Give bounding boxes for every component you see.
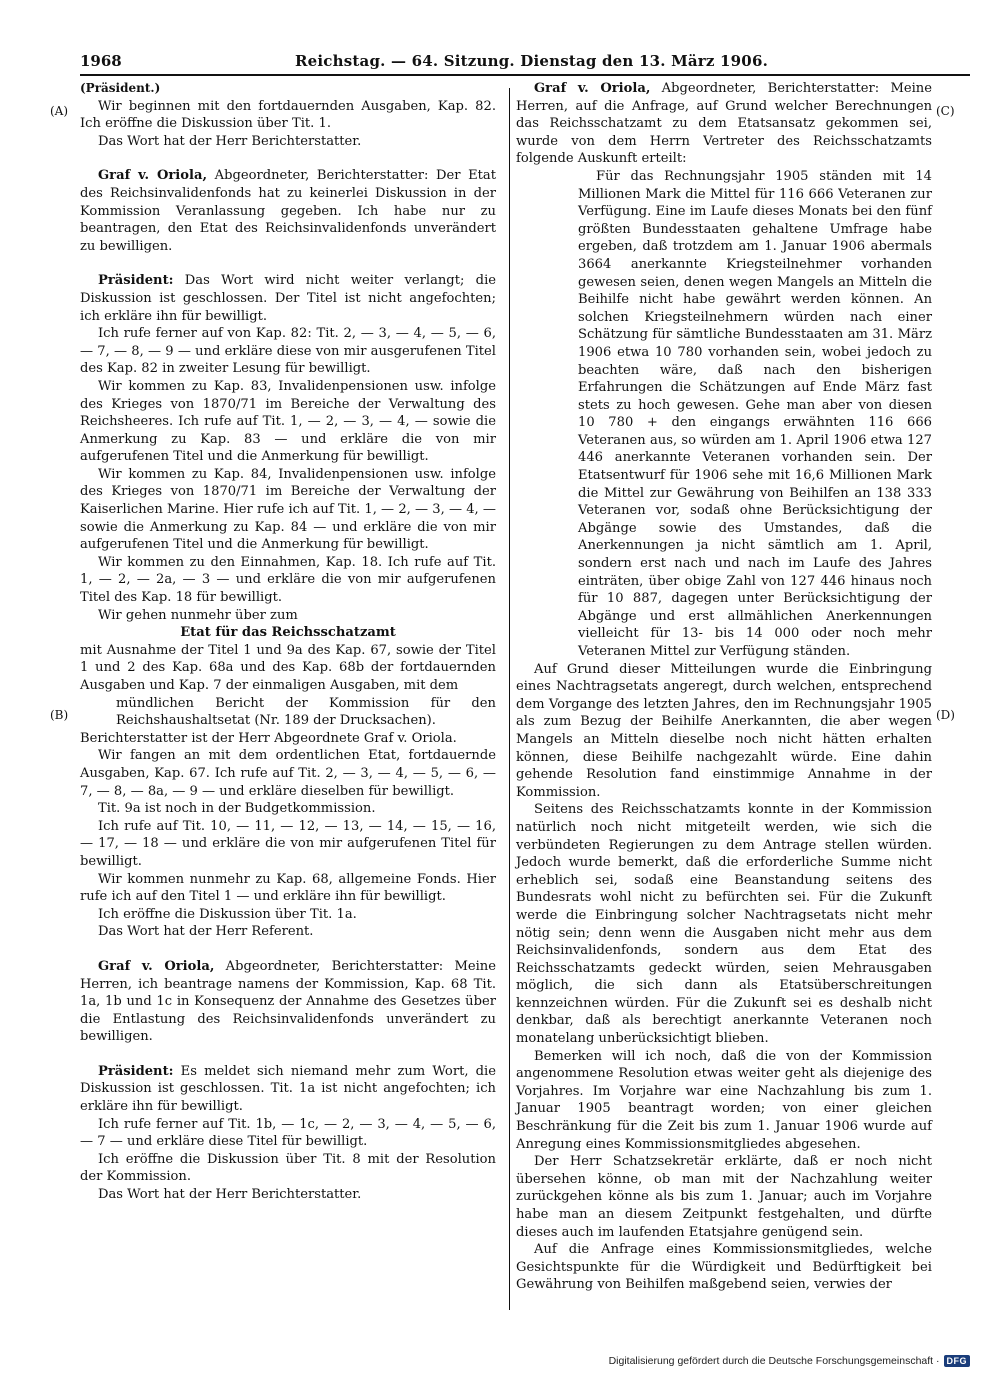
paragraph: mündlichen Bericht der Kommission für den Reichshaushaltsetat (Nr. 189 der Drucksachen). bbox=[116, 695, 496, 729]
paragraph: Der Herr Schatzsekretär erklärte, daß er noch nicht übersehen könne, ob man mit der Nachzahlung weiter zurückgehen könne als bis zum 1. Januar; auch im Vorjahre habe man an diesem Zeitpunkt festgehalten, und dürfte dieses auch im laufenden Etatsjahre genügend sein. bbox=[516, 1154, 932, 1240]
speech-text: Das Wort wird nicht weiter verlangt; die Diskussion ist geschlossen. Der Titel ist nicht angefochten; ich erkläre ihn für bewilligt. bbox=[80, 273, 496, 324]
header-rule bbox=[80, 74, 970, 76]
paragraph: Tit. 9a ist noch in der Budgetkommission. bbox=[98, 801, 376, 817]
paragraph: Das Wort hat der Herr Berichterstatter. bbox=[98, 133, 362, 149]
margin-mark-a: (A) bbox=[50, 104, 69, 118]
section-heading: Etat für das Reichsschatzamt bbox=[180, 625, 396, 641]
paragraph: Berichterstatter ist der Herr Abgeordnete Graf v. Oriola. bbox=[80, 730, 457, 746]
running-title: Reichstag. — 64. Sitzung. Dienstag den 13. März 1906. bbox=[295, 52, 769, 70]
quoted-paragraph: Für das Rechnungsjahr 1905 ständen mit 14 Millionen Mark die Mittel für 116 666 Veteranen zur Verfügung. Eine im Laufe dieses Monats bei den fünf größten Bundesstaaten gehaltene Umfrage habe ergeben, daß trotzdem am 1. Januar 1906 abermals 3664 anerkannte Kriegsteilnehmer vorhanden gewesen seien, denen wegen Mangels an Mitteln die Beihilfe nicht habe gewährt werden können. An solchen Kriegsteilnehmern würden nach einer Schätzung für sämtliche Bundesstaaten am 31. März 1906 etwa 10 780 vorhanden sein, wobei jedoch zu beachten wäre, daß nach den bisherigen Erfahrungen die Schätzungen auf Ende März fast stets zu hoch gewesen. Gehe man aber von diesen 10 780 + den eingangs erwähnten 116 666 Veteranen aus, so würden am 1. April 1906 etwa 127 446 anerkannte Veteranen vorhanden sein. Der Etatsentwurf für 1906 sehe mit 16,6 Millionen Mark die Mittel zur Gewährung von Beihilfen an 138 333 Veteranen vor, sodaß ohne Berücksichtigung der Abgänge sowie des Umstandes, daß die Anerkennungen ja nicht sämtlich am 1. April, sondern erst nach und nach im Laufe des Jahres einträten, über obige Zahl von 127 446 hinaus noch für 10 887, dagegen unter Berücksichtigung der Abgänge und erst allmählichen Anerkennungen vielleicht für 13- bis 14 000 oder noch mehr Veteranen Mittel zur Verfügung ständen. bbox=[578, 168, 932, 659]
speaker-name: Präsident: bbox=[98, 273, 174, 289]
column-divider bbox=[509, 88, 510, 1310]
right-column bbox=[516, 80, 932, 1294]
left-column bbox=[80, 80, 496, 1204]
margin-mark-d: (D) bbox=[936, 708, 955, 722]
margin-mark-b: (B) bbox=[50, 708, 69, 722]
digitization-footer bbox=[609, 1355, 970, 1367]
paragraph: Ich eröffne die Diskussion über Tit. 1a. bbox=[98, 906, 357, 922]
page-number: 1968 bbox=[80, 52, 122, 70]
paragraph: Wir kommen zu den Einnahmen, Kap. 18. Ich rufe auf Tit. 1, — 2, — 2a, — 3 — und erkläre die von mir aufgerufenen Titel des Kap. 18 für bewilligt. bbox=[80, 554, 496, 606]
running-header bbox=[80, 48, 970, 74]
paragraph: Wir kommen nunmehr zu Kap. 68, allgemeine Fonds. Hier rufe ich auf den Titel 1 — und erkläre ihn für bewilligt. bbox=[80, 871, 496, 905]
paragraph: Auf Grund dieser Mitteilungen wurde die Einbringung eines Nachtragsetats angeregt, durch welchen, entsprechend dem Vorgange des letzten Jahres, den im Rechnungsjahr 1905 als zum Bezug der Beihilfe Anerkannten, die aber wegen Mangels an Mitteln dieselbe noch nicht hätten erhalten können, diese Beihilfe nachgezahlt würde. Eine dahin gehende Resolution fand einstimmige Annahme in der Kommission. bbox=[516, 661, 932, 800]
speech-text: Es meldet sich niemand mehr zum Wort, die Diskussion ist geschlossen. Tit. 1a ist nicht angefochten; ich erkläre ihn für bewilligt. bbox=[80, 1063, 496, 1115]
dfg-logo: DFG bbox=[944, 1355, 971, 1367]
speech-text: Abgeordneter, Berichterstatter: Meine Herren, auf die Anfrage, auf Grund welcher Berechnungen das Reichsschatzamt zu dem Etatsansatz gekommen sei, wurde von dem Herrn Vertreter des Reichsschatzamts folgende Auskunft erteilt: bbox=[516, 81, 932, 167]
paragraph: Bemerken will ich noch, daß die von der Kommission angenommene Resolution etwas weiter geht als diejenige des Vorjahres. Im Vorjahre war eine Nachzahlung bis zum 1. Januar 1905 beantragt worden; von einer gleichen Beschränkung für die Zeit bis zum 1. Januar 1906 wurde auf Anregung eines Kommissionsmitgliedes abgesehen. bbox=[516, 1048, 932, 1152]
speech-paragraph bbox=[80, 167, 496, 255]
paragraph: Ich eröffne die Diskussion über Tit. 8 mit der Resolution der Kommission. bbox=[80, 1151, 496, 1185]
speech-text: Abgeordneter, Berichterstatter: Der Etat des Reichsinvalidenfonds hat zu keinerlei Diskussion in der Kommission Veranlassung gegeben. Ich habe nur zu beantragen, den Etat des Reichsinvalidenfonds unverändert zu bewilligen. bbox=[80, 168, 496, 254]
speaker-label: (Präsident.) bbox=[80, 81, 161, 95]
paragraph: Wir fangen an mit dem ordentlichen Etat, fortdauernde Ausgaben, Kap. 67. Ich rufe auf Tit. 2, — 3, — 4, — 5, — 6, — 7, — 8, — 8a, — 9 — und erkläre dieselben für bewilligt. bbox=[80, 748, 496, 799]
paragraph: Ich rufe ferner auf Tit. 1b, — 1c, — 2, — 3, — 4, — 5, — 6, — 7 — und erkläre diese Titel für bewilligt. bbox=[80, 1116, 496, 1150]
paragraph: Wir gehen nunmehr über zum bbox=[98, 607, 298, 623]
paragraph: Das Wort hat der Herr Berichterstatter. bbox=[98, 1187, 362, 1203]
margin-mark-c: (C) bbox=[936, 104, 955, 118]
paragraph: Ich rufe ferner auf von Kap. 82: Tit. 2, — 3, — 4, — 5, — 6, — 7, — 8, — 9 — und erkläre diese von mir ausgerufenen Titel des Kap. 82 in zweiter Lesung für bewilligt. bbox=[80, 326, 496, 377]
speaker-name: Präsident: bbox=[98, 1063, 174, 1079]
speech-text: Abgeordneter, Berichterstatter: Meine Herren, ich beantrage namens der Kommission, Kap. 68 Tit. 1a, 1b und 1c in Konsequenz der Annahme des Gesetzes über die Entlastung des Reichsinvalidenfonds unverändert zu bewilligen. bbox=[80, 958, 496, 1045]
speech-paragraph bbox=[516, 80, 932, 168]
speech-paragraph bbox=[80, 1063, 496, 1116]
speech-paragraph bbox=[80, 272, 496, 325]
speaker-name: Graf v. Oriola, bbox=[98, 168, 208, 184]
paragraph: mit Ausnahme der Titel 1 und 9a des Kap. 67, sowie der Titel 1 und 2 des Kap. 68a und des Kap. 68b der fortdauernden Ausgaben und Kap. 7 der einmaligen Ausgaben, mit dem bbox=[80, 642, 496, 693]
paragraph: Seitens des Reichsschatzamts konnte in der Kommission natürlich noch nicht mitgeteilt werden, wie sich die verbündeten Regierungen zu dem Antrage stellen würden. Jedoch wurde bemerkt, daß die erforderliche Summe nicht erheblich sei, sodaß eine Beanstandung seitens des Bundesrats wohl nicht zu befürchten sei. Für die Zukunft werde die Einbringung solcher Nachtragsetats nicht mehr nötig sein; denn wenn die Ausgaben nicht mehr aus dem Reichsinvalidenfonds, sondern aus dem Etat des Reichsschatzamts gedeckt würden, seien Mehrausgaben möglich, die sich dann als Etatsüberschreitungen kennzeichnen würden. Für die Zukunft sei es deshalb nicht denkbar, daß als berechtigt anerkannte Veteranen noch monatelang unberücksichtigt blieben. bbox=[516, 802, 932, 1047]
paragraph: Wir kommen zu Kap. 84, Invalidenpensionen usw. infolge des Krieges von 1870/71 im Bereiche der Verwaltung der Kaiserlichen Marine. Hier rufe ich auf Tit. 1, — 2, — 3, — 4, — sowie die Anmerkung zu Kap. 84 — und erkläre die von mir aufgerufenen Titel und die Anmerkung für bewilligt. bbox=[80, 466, 496, 553]
paragraph: Auf die Anfrage eines Kommissionsmitgliedes, welche Gesichtspunkte für die Würdigkeit und Bedürftigkeit bei Gewährung von Beihilfen maßgebend seien, verwies der bbox=[516, 1242, 932, 1293]
speaker-name: Graf v. Oriola, bbox=[98, 958, 215, 974]
paragraph: Das Wort hat der Herr Referent. bbox=[98, 924, 314, 940]
paragraph: Wir beginnen mit den fortdauernden Ausgaben, Kap. 82. Ich eröffne die Diskussion über Tit. 1. bbox=[80, 98, 496, 132]
footer-text: Digitalisierung gefördert durch die Deutsche Forschungsgemeinschaft · bbox=[608, 1355, 940, 1367]
speaker-name: Graf v. Oriola, bbox=[534, 81, 651, 96]
speech-paragraph bbox=[80, 958, 496, 1046]
paragraph: Wir kommen zu Kap. 83, Invalidenpensionen usw. infolge des Krieges von 1870/71 im Bereiche der Verwaltung des Reichsheeres. Ich rufe auf Tit. 1, — 2, — 3, — 4, — sowie die Anmerkung zu Kap. 83 — und erkläre die von mir aufgerufenen Titel und die Anmerkung für bewilligt. bbox=[80, 378, 496, 465]
paragraph: Ich rufe auf Tit. 10, — 11, — 12, — 13, — 14, — 15, — 16, — 17, — 18 — und erkläre die von mir aufgerufenen Titel für bewilligt. bbox=[80, 818, 496, 869]
